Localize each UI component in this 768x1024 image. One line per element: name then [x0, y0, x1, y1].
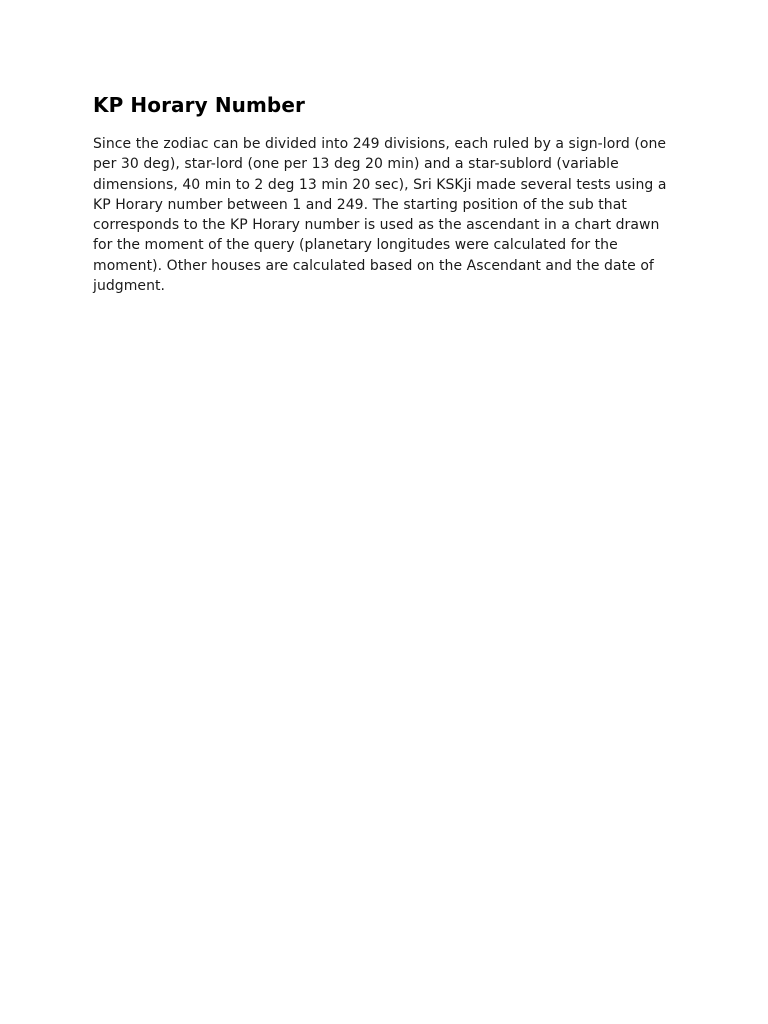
- page-title: KP Horary Number: [93, 93, 305, 117]
- paragraph-line: for the moment of the query (planetary longitudes were calculated for the: [93, 237, 618, 254]
- body-paragraph: [93, 134, 683, 296]
- paragraph-line: dimensions, 40 min to 2 deg 13 min 20 sec), Sri KSKji made several tests using a: [93, 176, 667, 193]
- document-content: [93, 92, 683, 296]
- paragraph-line: KP Horary number between 1 and 249. The starting position of the sub that: [93, 196, 627, 213]
- paragraph-line: judgment.: [93, 278, 166, 295]
- paragraph-line: per 30 deg), star-lord (one per 13 deg 20 min) and a star-sublord (variable: [93, 156, 619, 173]
- paragraph-line: corresponds to the KP Horary number is used as the ascendant in a chart drawn: [93, 217, 660, 234]
- paragraph-line: Since the zodiac can be divided into 249 divisions, each ruled by a sign-lord (one: [93, 136, 667, 152]
- paragraph-line: moment). Other houses are calculated based on the Ascendant and the date of: [93, 257, 654, 274]
